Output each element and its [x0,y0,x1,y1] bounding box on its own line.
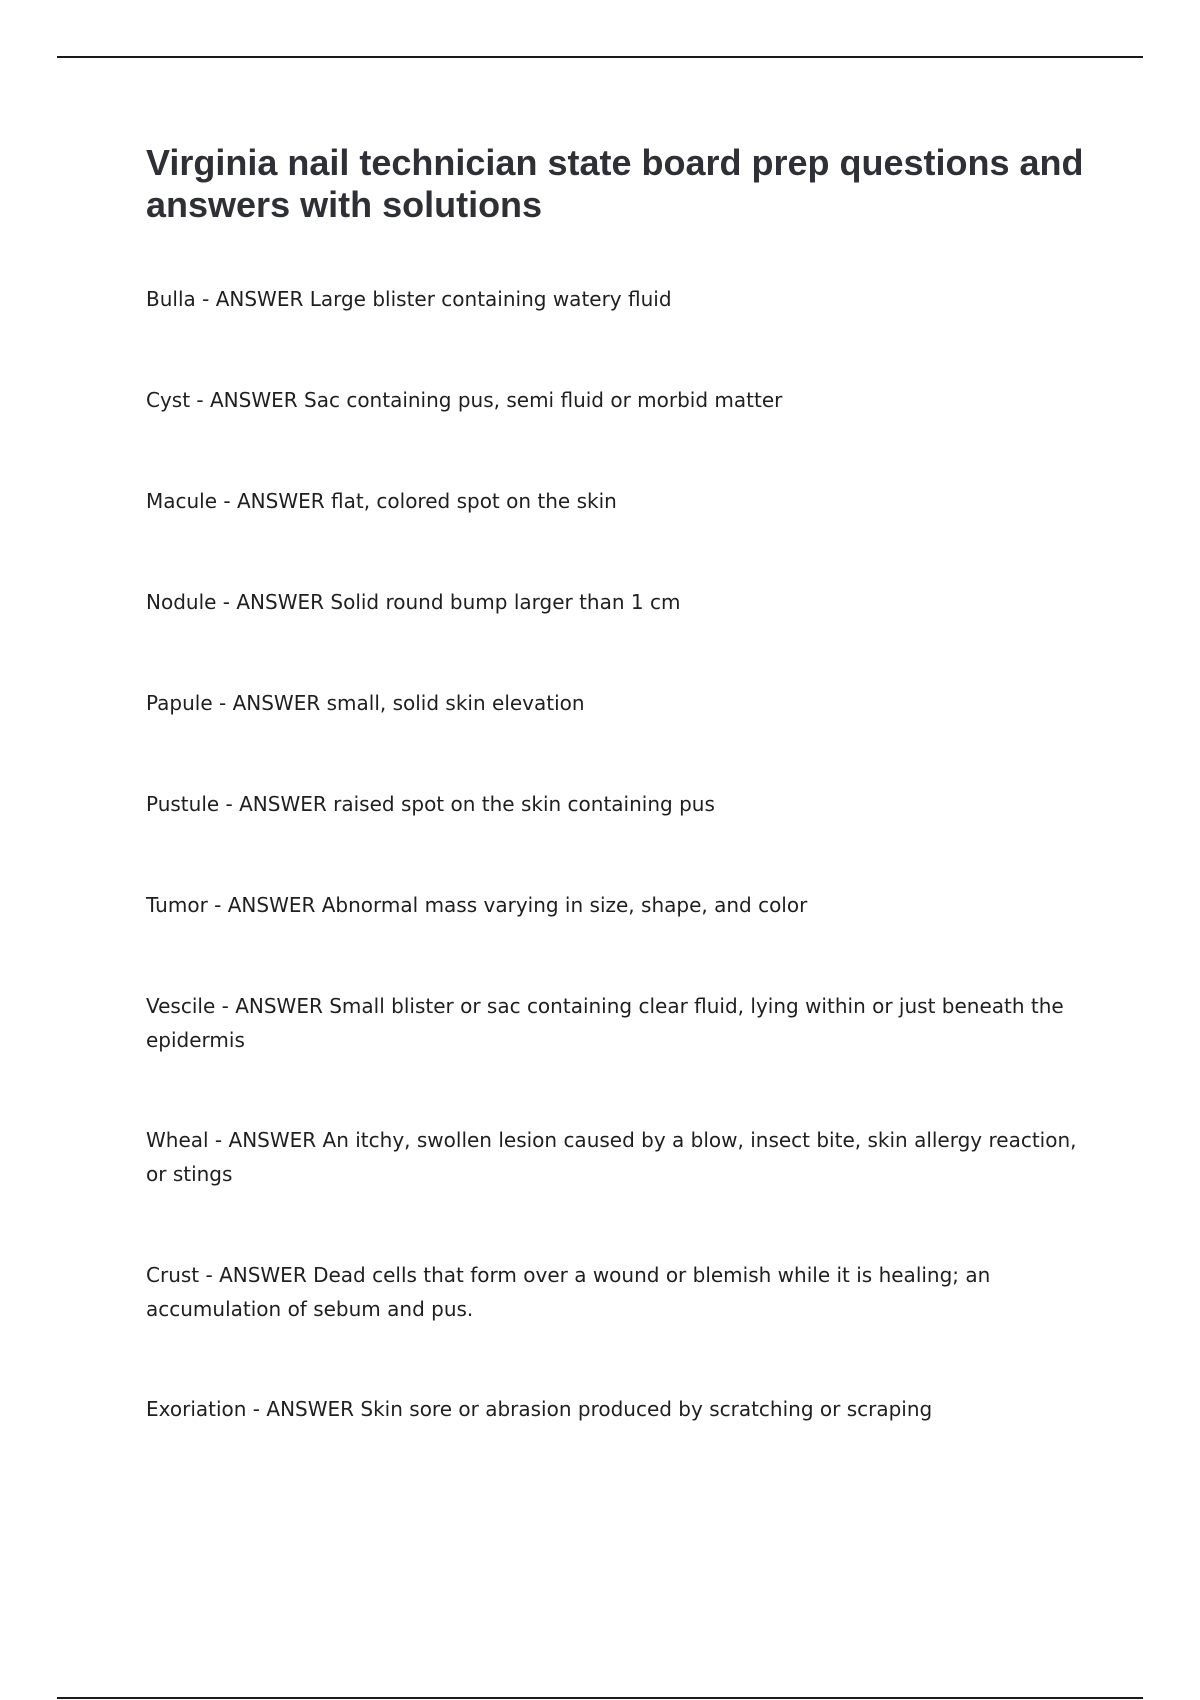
qa-term: Vescile - [146,994,235,1018]
qa-answer: An itchy, swollen lesion caused by a blow, insect bite, skin allergy reaction, or stings [146,1128,1077,1186]
qa-item [146,383,1096,417]
answer-marker: ANSWER [228,1128,317,1152]
answer-marker: ANSWER [210,388,298,412]
qa-item [146,282,1096,316]
answer-marker: ANSWER [232,691,321,715]
answer-marker: ANSWER [236,489,325,513]
qa-item [146,1258,1096,1326]
qa-item [146,484,1096,518]
qa-term: Nodule - [146,590,236,614]
qa-item [146,686,1096,720]
qa-term: Pustule - [146,792,239,816]
qa-term: Crust - [146,1263,219,1287]
qa-item [146,888,1096,922]
qa-item [146,989,1096,1057]
header-rule [57,56,1143,58]
qa-term: Wheal - [146,1128,229,1152]
qa-item [146,1392,1096,1426]
qa-answer: Abnormal mass varying in size, shape, and color [321,893,808,917]
qa-answer: flat, colored spot on the skin [331,489,617,513]
answer-marker: ANSWER [219,1263,307,1287]
qa-answer: Dead cells that form over a wound or blemish while it is healing; an accumulation of sebum and pus. [146,1263,991,1321]
qa-item [146,1123,1096,1191]
document-title: Virginia nail technician state board prep questions and answers with solutions [146,142,1084,225]
qa-answer: Sac containing pus, semi fluid or morbid matter [304,388,783,412]
answer-marker: ANSWER [266,1397,355,1421]
qa-answer: Solid round bump larger than 1 cm [330,590,681,614]
answer-marker: ANSWER [239,792,327,816]
qa-item [146,787,1096,821]
qa-term: Cyst - [146,388,210,412]
answer-marker: ANSWER [215,287,304,311]
qa-answer: Skin sore or abrasion produced by scratching or scraping [360,1397,933,1421]
qa-term: Bulla - [146,287,216,311]
qa-term: Papule - [146,691,233,715]
answer-marker: ANSWER [236,590,325,614]
answer-marker: ANSWER [227,893,316,917]
qa-answer: small, solid skin elevation [326,691,585,715]
answer-marker: ANSWER [235,994,323,1018]
qa-term: Tumor - [146,893,228,917]
qa-term: Macule - [146,489,237,513]
qa-answer: Large blister containing watery fluid [309,287,672,311]
footer-rule [57,1697,1143,1699]
qa-answer: Small blister or sac containing clear fluid, lying within or just beneath the epidermis [146,994,1064,1052]
qa-term: Exoriation - [146,1397,266,1421]
qa-answer: raised spot on the skin containing pus [333,792,715,816]
qa-item [146,585,1096,619]
